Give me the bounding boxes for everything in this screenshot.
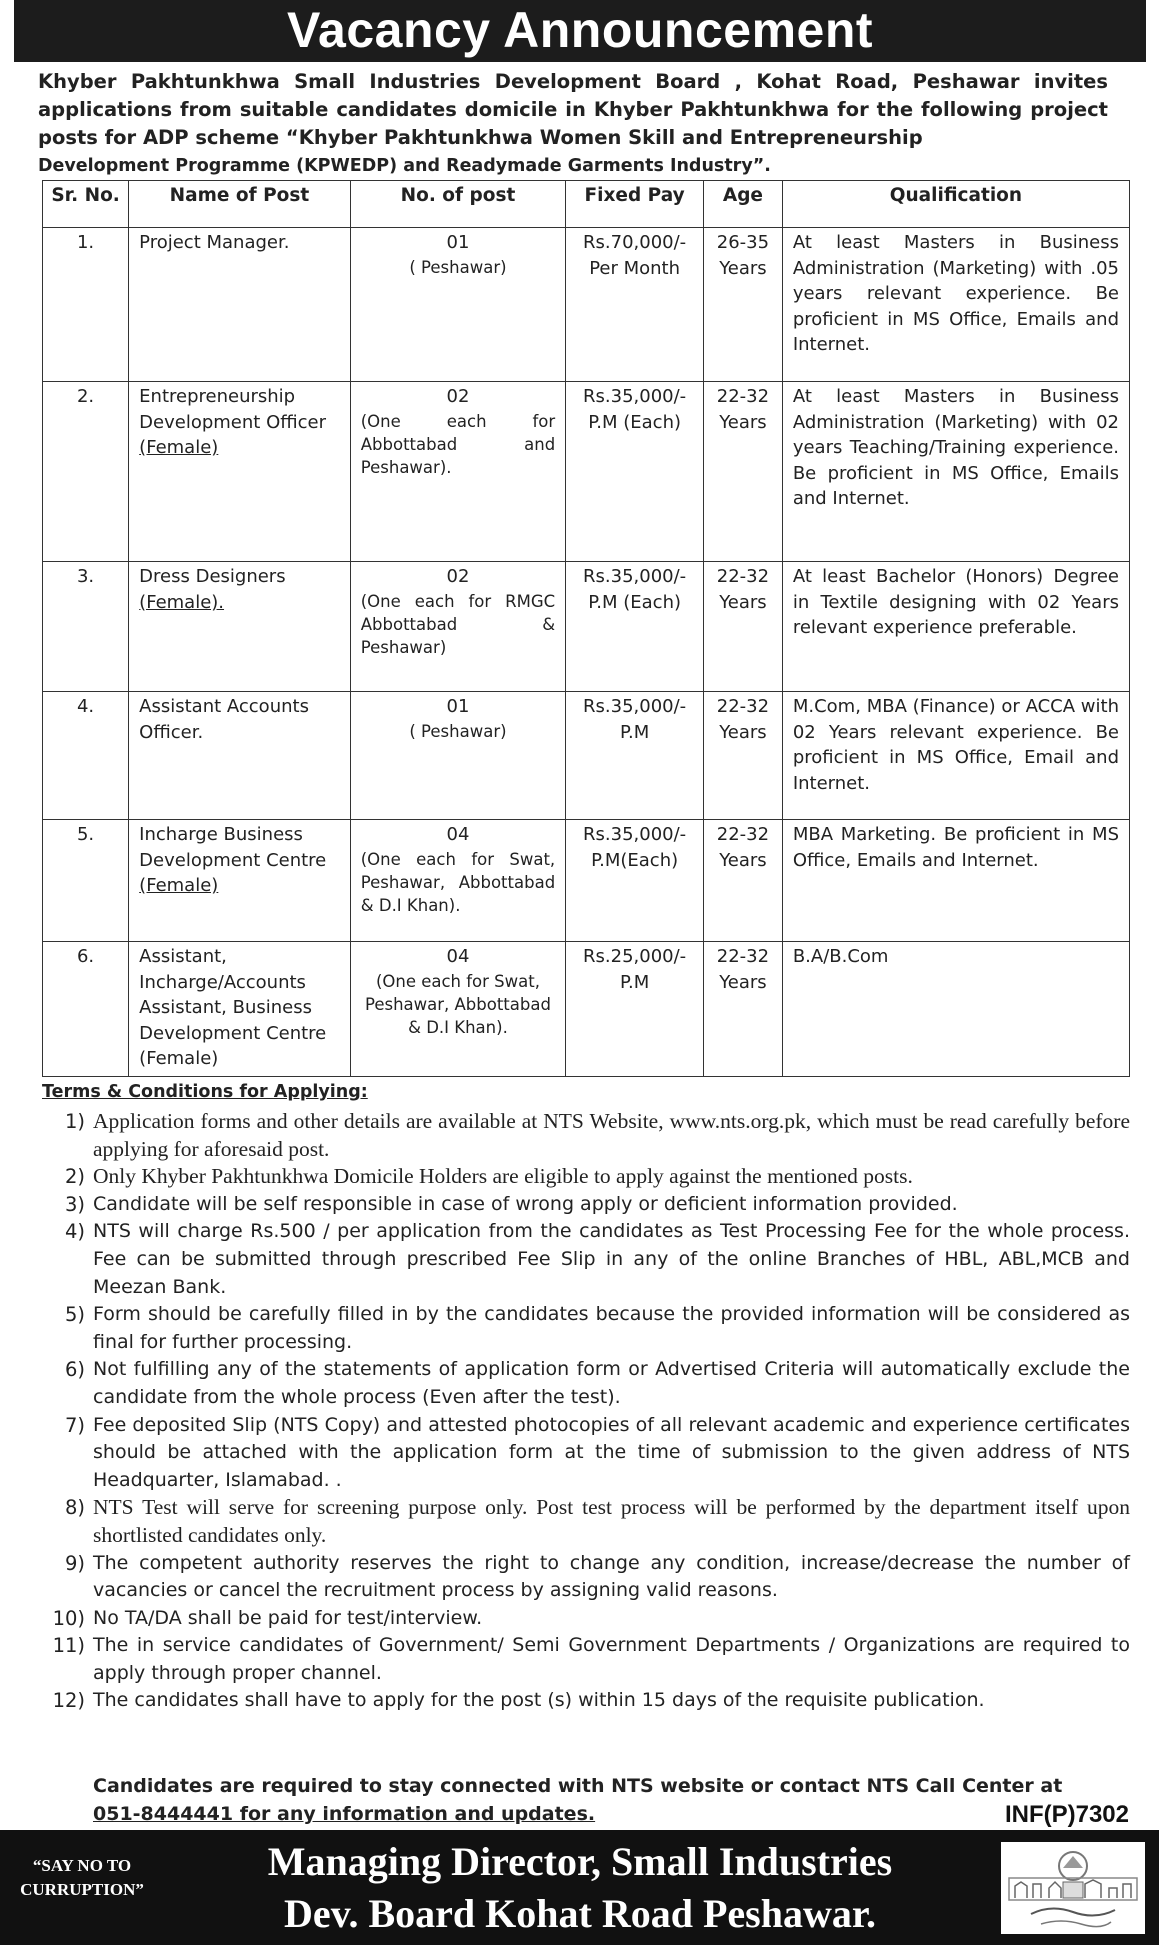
term-number: 5): [64, 1303, 85, 1327]
cell-count: [350, 942, 565, 1077]
header-count: No. of post: [350, 181, 565, 228]
intro-paragraph: [38, 68, 1108, 180]
post-female-note: (Female): [139, 875, 219, 896]
cell-age: 22-32 Years: [704, 562, 783, 692]
term-text: Fee deposited Slip (NTS Copy) and attested photocopies of all relevant academic and experience certificates should be attached with the application form at the time of submission to the given address of NTS Headquarter, Islamabad. .: [93, 1413, 1130, 1491]
term-number: 11): [52, 1634, 85, 1658]
terms-list: [44, 1108, 1130, 1715]
term-number: 10): [52, 1606, 85, 1630]
vacancy-table: [42, 180, 1130, 1077]
header-name: Name of Post: [129, 181, 351, 228]
cell-age: 22-32 Years: [704, 382, 783, 562]
post-location: ( Peshawar): [409, 721, 507, 741]
term-text: NTS will charge Rs.500 / per application from the candidates as Test Processing Fee for the whole process. Fee can be submitted through prescribed Fee Slip in any of the online Branches of HBL, ABL,MCB and Meezan Bank.: [93, 1220, 1130, 1298]
post-female-note: (Female): [139, 437, 219, 458]
term-text: The candidates shall have to apply for the post (s) within 15 days of the requisite publication.: [93, 1689, 985, 1712]
cell-count: [350, 228, 565, 382]
post-location: (One each for RMGC Abbottabad & Peshawar): [360, 591, 556, 657]
cell-pay: Rs.25,000/- P.M: [566, 942, 704, 1077]
post-name: Assistant Accounts Officer.: [139, 696, 309, 743]
cell-qualification: B.A/B.Com: [782, 942, 1129, 1077]
list-item: [44, 1550, 1130, 1605]
term-number: 1): [64, 1110, 85, 1133]
list-item: [44, 1163, 1130, 1191]
cell-post-name: [129, 562, 351, 692]
header-pay: Fixed Pay: [566, 181, 704, 228]
cell-age: 22-32 Years: [704, 820, 783, 942]
post-name: Incharge Business Development Centre: [139, 824, 327, 871]
cell-sr: 5.: [43, 820, 129, 942]
cell-age: 22-32 Years: [704, 942, 783, 1077]
term-text: No TA/DA shall be paid for test/interview.: [93, 1606, 483, 1629]
term-text: Form should be carefully filled in by the candidates because the provided information will be considered as final for further processing.: [93, 1303, 1130, 1353]
cell-count: [350, 820, 565, 942]
terms-title: Terms & Conditions for Applying:: [42, 1082, 368, 1102]
cell-qualification: At least Masters in Business Administration (Marketing) with .05 years relevant experience. Be proficient in MS Office, Emails and Internet.: [782, 228, 1129, 382]
post-count: 02: [446, 386, 470, 407]
page-title: Vacancy Announcement: [14, 0, 1146, 62]
list-item: [44, 1687, 1130, 1715]
contact-text: Candidates are required to stay connected with NTS website or contact NTS Call Center at: [93, 1775, 1063, 1797]
cell-post-name: [129, 692, 351, 820]
cell-sr: 3.: [43, 562, 129, 692]
header-sr: Sr. No.: [43, 181, 129, 228]
post-location: ( Peshawar): [409, 257, 507, 277]
table-row: [43, 228, 1130, 382]
cell-pay: Rs.70,000/- Per Month: [566, 228, 704, 382]
post-count: 02: [446, 566, 470, 587]
list-item: [44, 1494, 1130, 1549]
cell-post-name: [129, 942, 351, 1077]
list-item: [44, 1412, 1130, 1495]
cell-qualification: MBA Marketing. Be proficient in MS Office, Emails and Internet.: [782, 820, 1129, 942]
issuing-authority: [160, 1830, 1000, 1940]
cell-pay: Rs.35,000/- P.M (Each): [566, 382, 704, 562]
cell-pay: Rs.35,000/- P.M(Each): [566, 820, 704, 942]
cell-post-name: [129, 382, 351, 562]
anti-corruption-slogan: “SAY NO TO CURRUPTION”: [20, 1856, 144, 1899]
cell-count: [350, 382, 565, 562]
table-row: [43, 562, 1130, 692]
post-count: 01: [446, 696, 470, 717]
authority-line-1: Managing Director, Small Industries: [267, 1839, 893, 1884]
term-text: The competent authority reserves the right to change any condition, increase/decrease the number of vacancies or cancel the recruitment process by assigning valid reasons.: [93, 1551, 1130, 1602]
cell-sr: 1.: [43, 228, 129, 382]
table-row: [43, 692, 1130, 820]
cell-post-name: [129, 820, 351, 942]
post-name: Project Manager.: [139, 232, 290, 253]
cell-count: [350, 692, 565, 820]
term-number: 3): [64, 1192, 85, 1216]
term-number: 9): [64, 1551, 85, 1575]
term-number: 6): [64, 1358, 85, 1382]
post-count: 04: [446, 824, 470, 845]
cell-age: 26-35 Years: [704, 228, 783, 382]
cell-pay: Rs.35,000/- P.M (Each): [566, 562, 704, 692]
post-location: (One each for Swat, Peshawar, Abbottabad & D.I Khan).: [364, 971, 551, 1037]
list-item: [44, 1191, 1130, 1219]
post-location: (One each for Swat, Peshawar, Abbottabad & D.I Khan).: [360, 849, 556, 915]
term-text: The in service candidates of Government/ Semi Government Departments / Organizations are required to apply through proper channel.: [93, 1634, 1130, 1684]
table-header-row: [43, 181, 1130, 228]
sidb-logo-icon: [1001, 1842, 1145, 1934]
term-number: 7): [64, 1413, 85, 1437]
header-qualification: Qualification: [782, 181, 1129, 228]
post-name: Dress Designers: [139, 566, 286, 587]
post-female-note: (Female).: [139, 591, 225, 613]
cell-sr: 4.: [43, 692, 129, 820]
term-text: Not fulfilling any of the statements of application form or Advertised Criteria will automatically exclude the candidate from the whole process (Even after the test).: [93, 1358, 1130, 1408]
term-number: 8): [64, 1496, 85, 1520]
term-number: 2): [64, 1165, 85, 1189]
cell-sr: 2.: [43, 382, 129, 562]
cell-count: [350, 562, 565, 692]
term-text: Application forms and other details are available at NTS Website, www.nts.org.pk, which must be read carefully before applying for aforesaid post.: [93, 1109, 1130, 1161]
post-name: Assistant, Incharge/Accounts Assistant, Business Development Centre (Female): [139, 946, 327, 1069]
list-item: [44, 1605, 1130, 1633]
term-text: NTS Test will serve for screening purpose only. Post test process will be performed by the department itself upon shortlisted candidates only.: [93, 1495, 1130, 1547]
cell-qualification: At least Masters in Business Administration (Marketing) with 02 years Teaching/Training experience. Be proficient in MS Office, Emails and Internet.: [782, 382, 1129, 562]
table-row: [43, 942, 1130, 1077]
post-count: 04: [446, 946, 470, 967]
post-name: Entrepreneurship Development Officer: [139, 386, 327, 433]
footer-bar: [0, 1830, 1159, 1945]
list-item: [44, 1632, 1130, 1687]
cell-sr: 6.: [43, 942, 129, 1077]
reference-number: INF(P)7302: [1004, 1801, 1129, 1828]
list-item: [44, 1356, 1130, 1411]
intro-last-line: Development Programme (KPWEDP) and Readymade Garments Industry”.: [38, 156, 771, 176]
cell-pay: Rs.35,000/- P.M: [566, 692, 704, 820]
header-age: Age: [704, 181, 783, 228]
term-text: Only Khyber Pakhtunkhwa Domicile Holders are eligible to apply against the mentioned posts.: [93, 1164, 913, 1189]
list-item: [44, 1218, 1130, 1301]
post-location: (One each for Abbottabad and Peshawar).: [360, 411, 556, 477]
term-number: 4): [64, 1220, 85, 1244]
table-row: [43, 820, 1130, 942]
contact-note: [93, 1772, 1131, 1828]
cell-post-name: [129, 228, 351, 382]
authority-line-2: Dev. Board Kohat Road Peshawar.: [284, 1891, 876, 1936]
list-item: [44, 1301, 1130, 1356]
table-row: [43, 382, 1130, 562]
contact-phone: 051-8444441 for any information and updates.: [93, 1803, 596, 1825]
cell-age: 22-32 Years: [704, 692, 783, 820]
intro-text: Khyber Pakhtunkhwa Small Industries Development Board , Kohat Road, Peshawar invites applications from suitable candidates domicile in Khyber Pakhtunkhwa for the following project posts for ADP scheme “Khyber Pakhtunkhwa Women Skill and Entrepreneurship: [38, 70, 1108, 149]
term-text: Candidate will be self responsible in case of wrong apply or deficient information provided.: [93, 1192, 958, 1215]
list-item: [44, 1108, 1130, 1163]
cell-qualification: At least Bachelor (Honors) Degree in Textile designing with 02 Years relevant experience preferable.: [782, 562, 1129, 692]
term-number: 12): [52, 1689, 85, 1713]
post-count: 01: [446, 232, 470, 253]
cell-qualification: M.Com, MBA (Finance) or ACCA with 02 Years relevant experience. Be proficient in MS Office, Email and Internet.: [782, 692, 1129, 820]
